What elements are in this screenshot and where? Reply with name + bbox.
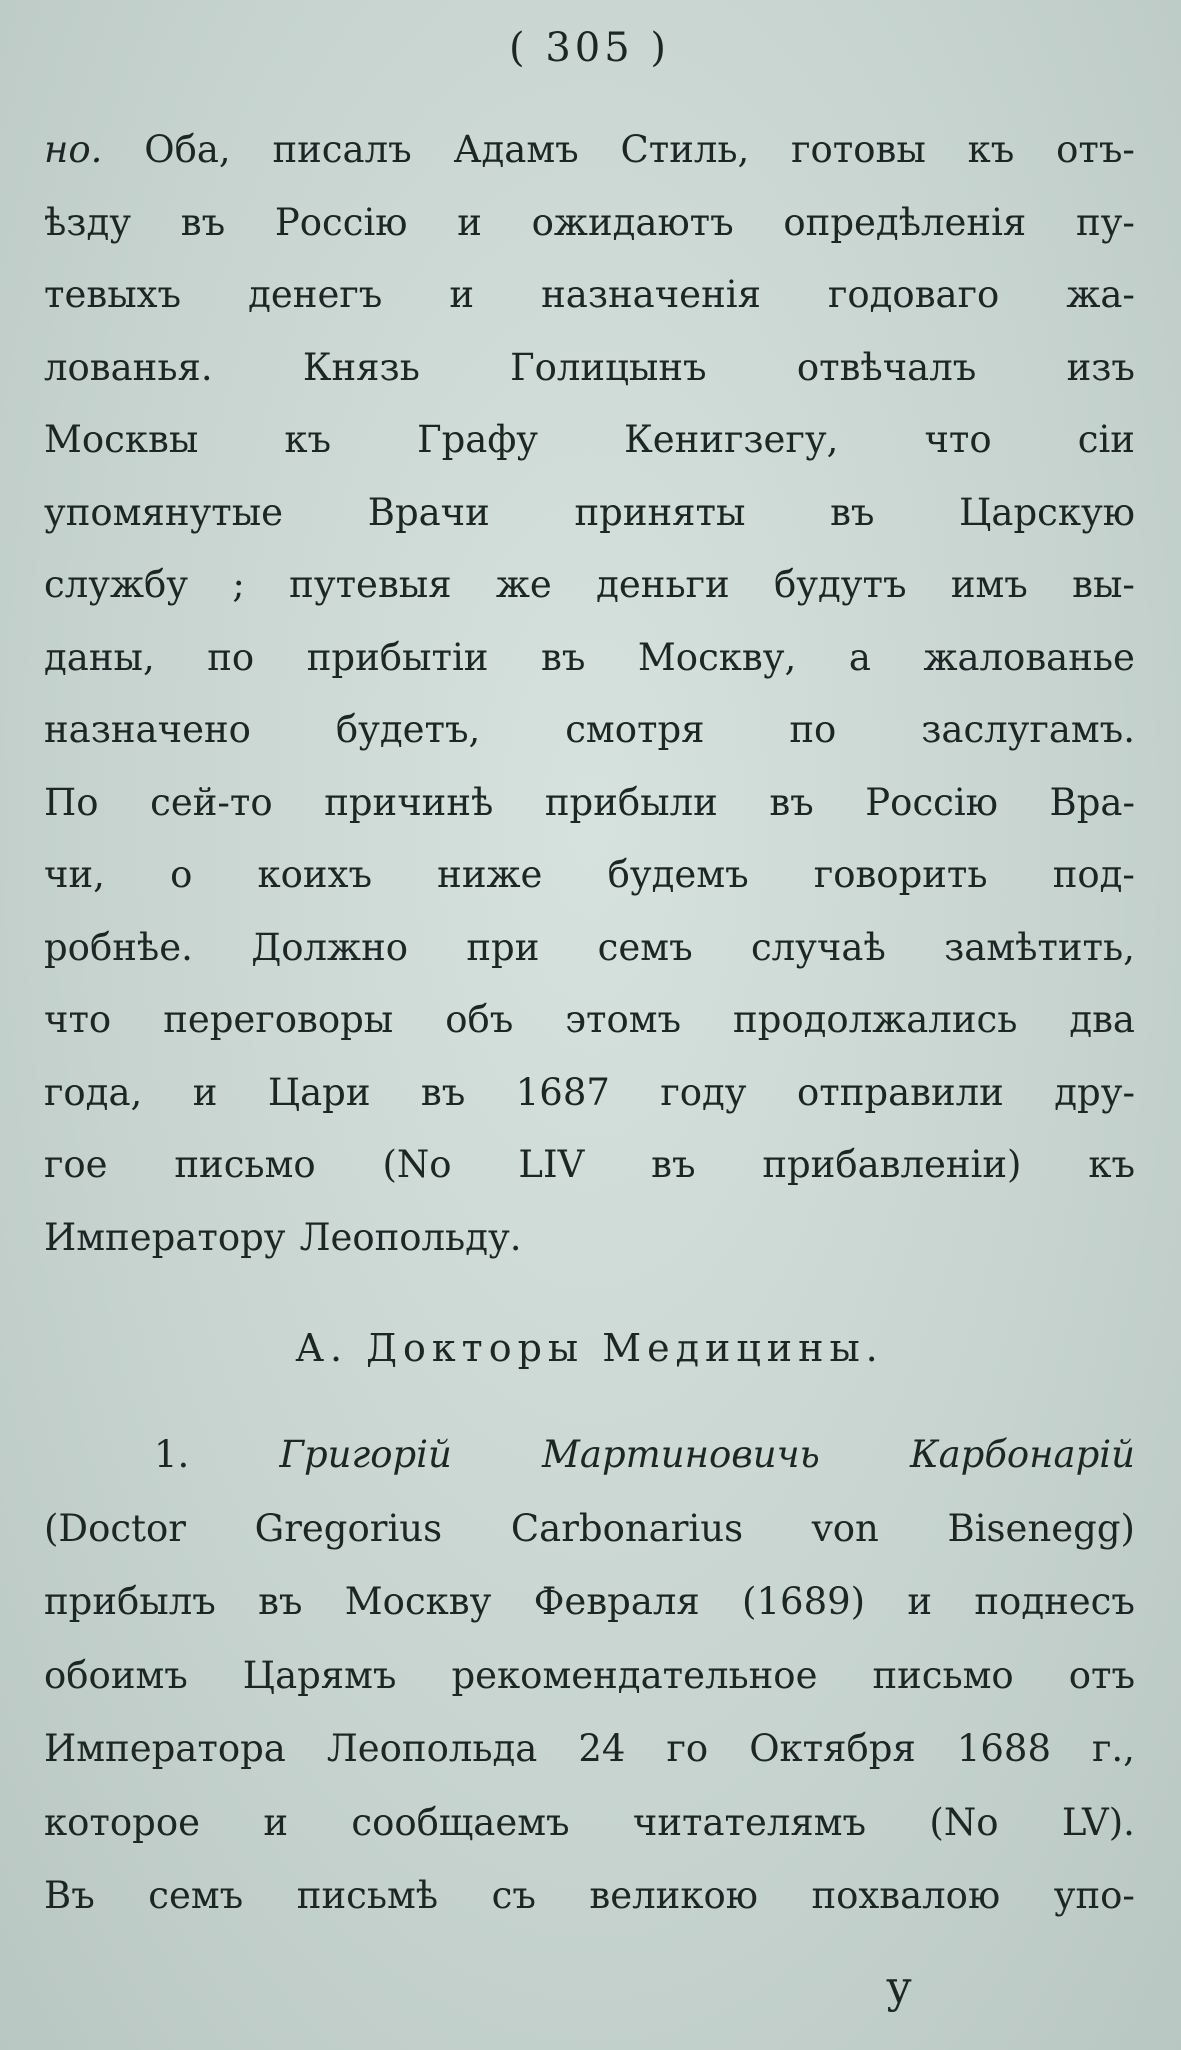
- text-line: [44, 114, 1135, 187]
- word: приняты: [574, 490, 746, 534]
- word: ѣзду: [44, 200, 132, 244]
- word: поднесъ: [974, 1580, 1135, 1623]
- word: деньги: [596, 563, 730, 606]
- word: будетъ,: [335, 708, 481, 751]
- word: два: [1069, 998, 1135, 1041]
- text-line: [44, 912, 1135, 985]
- word: и: [449, 273, 475, 316]
- text-line: [44, 1202, 1135, 1275]
- word: при: [466, 925, 540, 969]
- word: этомъ: [565, 998, 682, 1041]
- word: письмѣ: [296, 1874, 439, 1917]
- word: путевыя: [289, 563, 452, 606]
- word: готовы: [791, 128, 926, 171]
- word: Голицынъ: [510, 345, 707, 389]
- word: назначено: [44, 708, 251, 751]
- text-line: [44, 332, 1135, 405]
- word: Россію: [865, 780, 998, 824]
- text-line: [44, 404, 1135, 477]
- word: сообщаемъ: [351, 1800, 570, 1844]
- word: которое: [44, 1800, 201, 1844]
- word: сіи: [1077, 418, 1135, 461]
- word: Октября: [749, 1727, 916, 1770]
- word: письмо: [872, 1653, 1014, 1697]
- word: года,: [44, 1070, 143, 1114]
- word: Оба,: [144, 128, 231, 171]
- word: въ: [769, 780, 814, 824]
- text-line: [44, 622, 1135, 695]
- word: Леопольда: [326, 1727, 538, 1770]
- word: же: [495, 563, 552, 606]
- word: заслугамъ.: [921, 708, 1135, 751]
- word: Царямъ: [242, 1653, 397, 1697]
- word: Россію: [274, 200, 408, 244]
- word: г.,: [1092, 1727, 1135, 1770]
- word: и: [457, 200, 482, 244]
- word: 1.: [154, 1433, 190, 1476]
- text-line: [44, 187, 1135, 260]
- word: читателямъ: [632, 1800, 867, 1844]
- text-line: [44, 1057, 1135, 1130]
- word: имъ: [950, 563, 1028, 606]
- word: го: [666, 1727, 709, 1770]
- word: жалованье: [923, 635, 1135, 679]
- word: Леопольду.: [299, 1215, 522, 1259]
- word: говорить: [813, 853, 988, 896]
- word: Москвы: [44, 418, 199, 461]
- text-line: [44, 767, 1135, 840]
- paragraph-2: [44, 1418, 1135, 1933]
- word: будутъ: [773, 563, 907, 606]
- page-number: ( 305 ): [509, 25, 670, 71]
- word: По: [44, 780, 99, 824]
- word: отвѣчалъ: [796, 345, 977, 389]
- word: (No: [382, 1143, 452, 1186]
- word: изъ: [1066, 345, 1135, 389]
- word: тевыхъ: [44, 273, 182, 316]
- word: Москву,: [637, 635, 797, 679]
- text-line: [44, 1859, 1135, 1933]
- word: дру-: [1054, 1070, 1135, 1114]
- word: 1687: [515, 1070, 610, 1114]
- word: замѣтить,: [944, 925, 1135, 969]
- word: Императора: [44, 1727, 286, 1770]
- text-line: [44, 1129, 1135, 1202]
- word: о: [170, 853, 193, 896]
- text-line: [44, 984, 1135, 1057]
- word: переговоры: [163, 998, 394, 1041]
- word: отъ-: [1056, 128, 1135, 171]
- word: 1688: [956, 1727, 1051, 1770]
- word: LIV: [518, 1143, 585, 1186]
- word: и: [907, 1580, 933, 1623]
- word: Карбонарій: [909, 1433, 1135, 1476]
- word: но.: [44, 128, 103, 171]
- word: къ: [1088, 1143, 1135, 1186]
- word: денегъ: [248, 273, 383, 316]
- word: съ: [491, 1874, 536, 1917]
- word: LV).: [1061, 1800, 1135, 1844]
- word: причинѣ: [324, 780, 494, 824]
- catchword: у: [886, 1962, 912, 2013]
- word: Москву: [344, 1580, 492, 1623]
- word: коихъ: [257, 853, 372, 896]
- word: Григорій: [279, 1433, 452, 1476]
- word: въ: [420, 1070, 466, 1114]
- word: Въ: [44, 1874, 95, 1917]
- word: службу: [44, 563, 189, 606]
- word: сей-то: [150, 780, 273, 824]
- word: письмо: [174, 1143, 316, 1186]
- word: Стиль,: [620, 128, 750, 171]
- text-line: [44, 1565, 1135, 1639]
- word: къ: [967, 128, 1015, 171]
- text-line: [44, 477, 1135, 550]
- word: чи,: [44, 853, 105, 896]
- paragraph-1: [44, 114, 1135, 1274]
- word: отъ: [1068, 1653, 1135, 1697]
- word: под-: [1052, 853, 1135, 896]
- word: Мартиновичь: [542, 1433, 820, 1476]
- word: смотря: [565, 708, 705, 751]
- text-line: [44, 694, 1135, 767]
- word: а: [848, 635, 871, 679]
- word: упо-: [1053, 1874, 1135, 1917]
- word: въ: [651, 1143, 696, 1186]
- word: въ: [180, 200, 226, 244]
- word: рекомендательное: [451, 1653, 818, 1697]
- word: Bisenegg): [947, 1506, 1135, 1550]
- word: прибыли: [544, 780, 718, 824]
- text-line: [44, 1712, 1135, 1786]
- word: даны,: [44, 635, 155, 679]
- word: von: [811, 1506, 879, 1550]
- section-heading: А. Докторы Медицины.: [295, 1326, 884, 1370]
- word: въ: [258, 1580, 303, 1623]
- word: робнѣе.: [44, 925, 193, 969]
- word: обоимъ: [44, 1653, 188, 1697]
- word: къ: [284, 418, 332, 461]
- word: по: [789, 708, 837, 751]
- word: Адамъ: [453, 128, 579, 171]
- word: продолжались: [733, 998, 1018, 1041]
- word: 24: [578, 1727, 626, 1770]
- word: прибытіи: [306, 635, 489, 679]
- word: семъ: [148, 1874, 244, 1917]
- word: что: [44, 998, 112, 1041]
- word: (Doctor: [44, 1506, 186, 1550]
- word: гое: [44, 1143, 108, 1186]
- word: будемъ: [607, 853, 749, 896]
- text-line: [44, 1418, 1135, 1492]
- word: Цари: [267, 1070, 371, 1114]
- word: Императору: [44, 1215, 286, 1259]
- word: семъ: [597, 925, 693, 969]
- word: опредѣленія: [783, 200, 1027, 244]
- word: Должно: [251, 925, 409, 969]
- word: что: [924, 418, 992, 461]
- word: Кенигзегу,: [624, 418, 839, 461]
- word: назначенія: [541, 273, 761, 316]
- word: жа-: [1066, 273, 1135, 316]
- text-line: [44, 259, 1135, 332]
- word: прибылъ: [44, 1580, 216, 1623]
- word: похвалою: [811, 1874, 1001, 1917]
- word: Carbonarius: [510, 1506, 744, 1550]
- word: лованья.: [44, 345, 213, 389]
- word: Вра-: [1049, 780, 1135, 824]
- word: отправили: [797, 1070, 1004, 1114]
- word: Царскую: [959, 490, 1135, 534]
- text-line: [44, 1639, 1135, 1713]
- word: Gregorius: [254, 1506, 443, 1550]
- word: Врачи: [367, 490, 490, 534]
- word: великою: [589, 1874, 758, 1917]
- word: году: [660, 1070, 747, 1114]
- word: (1689): [742, 1580, 866, 1623]
- word: прибавленіи): [762, 1143, 1022, 1186]
- text-line: [44, 549, 1135, 622]
- text-line: [44, 839, 1135, 912]
- text-line: [44, 1492, 1135, 1566]
- word: случаѣ: [750, 925, 886, 969]
- word: по: [207, 635, 255, 679]
- word: Февраля: [533, 1580, 700, 1623]
- word: писалъ: [272, 128, 412, 171]
- word: и: [192, 1070, 218, 1114]
- word: Князь: [302, 345, 420, 389]
- word: ожидаютъ: [531, 200, 734, 244]
- word: годоваго: [827, 273, 1000, 316]
- word: ниже: [437, 853, 543, 896]
- word: ;: [232, 563, 245, 606]
- word: и: [263, 1800, 289, 1844]
- word: пу-: [1075, 200, 1135, 244]
- word: упомянутые: [44, 490, 284, 534]
- text-line: [44, 1786, 1135, 1860]
- word: Графу: [417, 418, 539, 461]
- word: (No: [929, 1800, 999, 1844]
- word: въ: [830, 490, 875, 534]
- word: въ: [541, 635, 586, 679]
- word: вы-: [1072, 563, 1135, 606]
- word: объ: [445, 998, 514, 1041]
